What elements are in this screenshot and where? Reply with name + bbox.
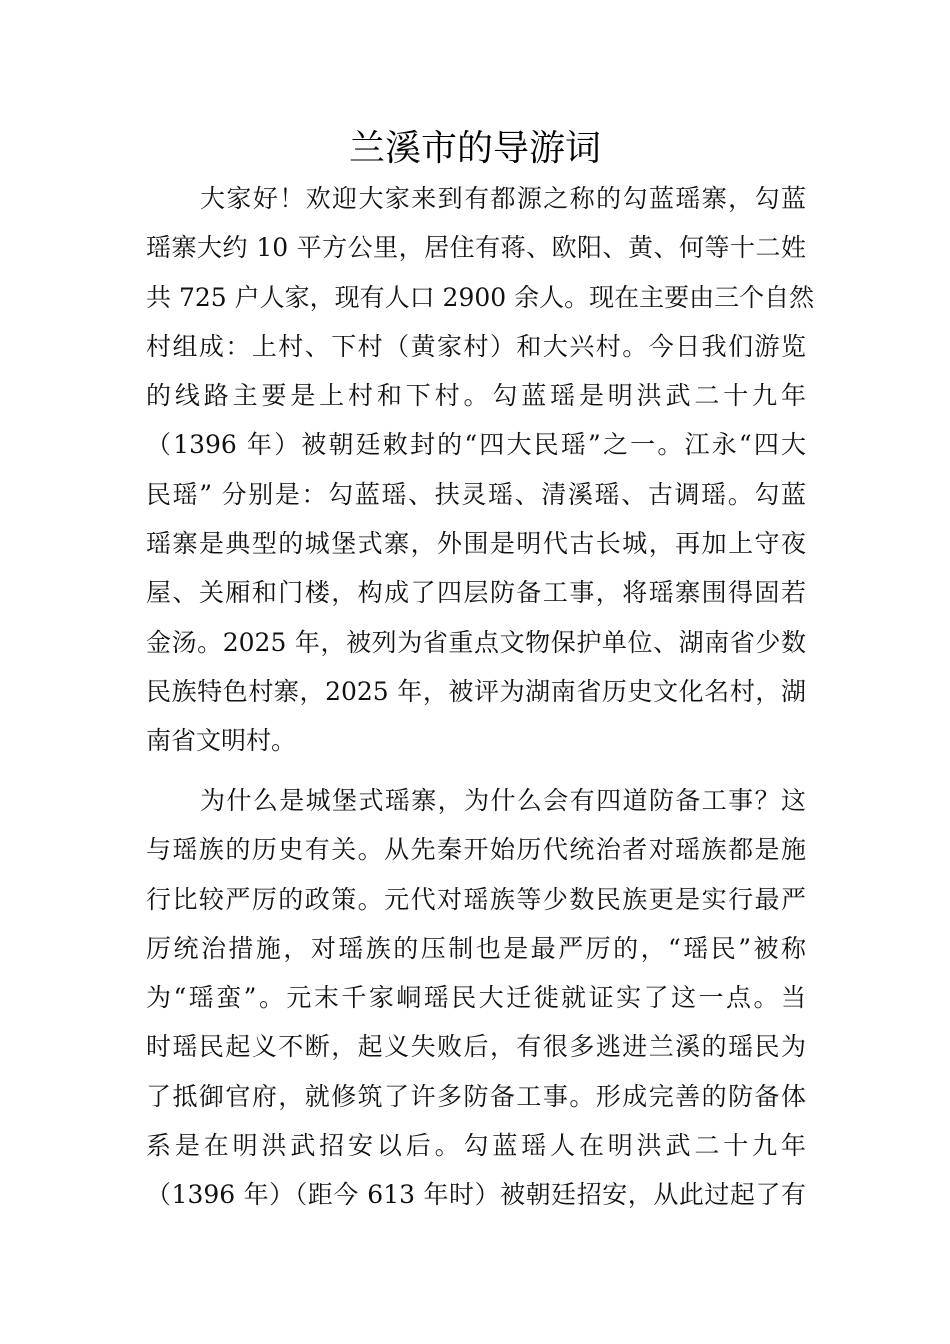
paragraph-line: 了抵御官府，就修筑了许多防备工事。形成完善的防备体: [146, 1081, 806, 1111]
paragraph-line: 金汤。2025 年，被列为省重点文物保护单位、湖南省少数: [146, 627, 806, 657]
paragraph-line: 行比较严厉的政策。元代对瑶族等少数民族更是实行最严: [146, 884, 806, 914]
paragraph-line: 厉统治措施，对瑶族的压制也是最严厉的，“瑶民”被称: [146, 933, 806, 963]
paragraph-line: 的线路主要是上村和下村。勾蓝瑶是明洪武二十九年: [146, 381, 806, 411]
paragraph-line: 民瑶” 分别是：勾蓝瑶、扶灵瑶、清溪瑶、古调瑶。勾蓝: [146, 479, 806, 509]
paragraph-line: 民族特色村寨，2025 年，被评为湖南省历史文化名村，湖: [146, 676, 806, 706]
paragraph-line: 系是在明洪武招安以后。勾蓝瑶人在明洪武二十九年: [146, 1131, 806, 1161]
paragraph-line: 屋、关厢和门楼，构成了四层防备工事，将瑶寨围得固若: [146, 578, 806, 608]
paragraph-line: 村组成：上村、下村（黄家村）和大兴村。今日我们游览: [146, 331, 806, 361]
paragraph-line: 为“瑶蛮”。元末千家峒瑶民大迁徙就证实了这一点。当: [146, 983, 806, 1013]
paragraph-line: 共 725 户人家，现有人口 2900 余人。现在主要由三个自然: [146, 282, 815, 312]
paragraph-line: 为什么是城堡式瑶寨，为什么会有四道防备工事？这: [200, 786, 806, 815]
paragraph-2: [146, 776, 806, 1220]
paragraph-line: 与瑶族的历史有关。从先秦开始历代统治者对瑶族都是施: [146, 835, 806, 865]
page-title: 兰溪市的导游词: [348, 128, 601, 169]
paragraph-line: 大家好！欢迎大家来到有都源之称的勾蓝瑶寨，勾蓝: [200, 184, 806, 213]
paragraph-1: [146, 174, 815, 766]
paragraph-line: 南省文明村。: [146, 726, 297, 756]
paragraph-line: 瑶寨大约 10 平方公里，居住有蒋、欧阳、黄、何等十二姓: [146, 233, 806, 263]
paragraph-line: （1396 年）被朝廷敕封的“四大民瑶”之一。江永“四大: [146, 430, 806, 460]
paragraph-line: 瑶寨是典型的城堡式寨，外围是明代古长城，再加上守夜: [146, 529, 806, 559]
paragraph-line: 时瑶民起义不断，起义失败后，有很多逃进兰溪的瑶民为: [146, 1032, 806, 1062]
paragraph-line: （1396 年）（距今 613 年时）被朝廷招安，从此过起了有: [146, 1180, 806, 1210]
